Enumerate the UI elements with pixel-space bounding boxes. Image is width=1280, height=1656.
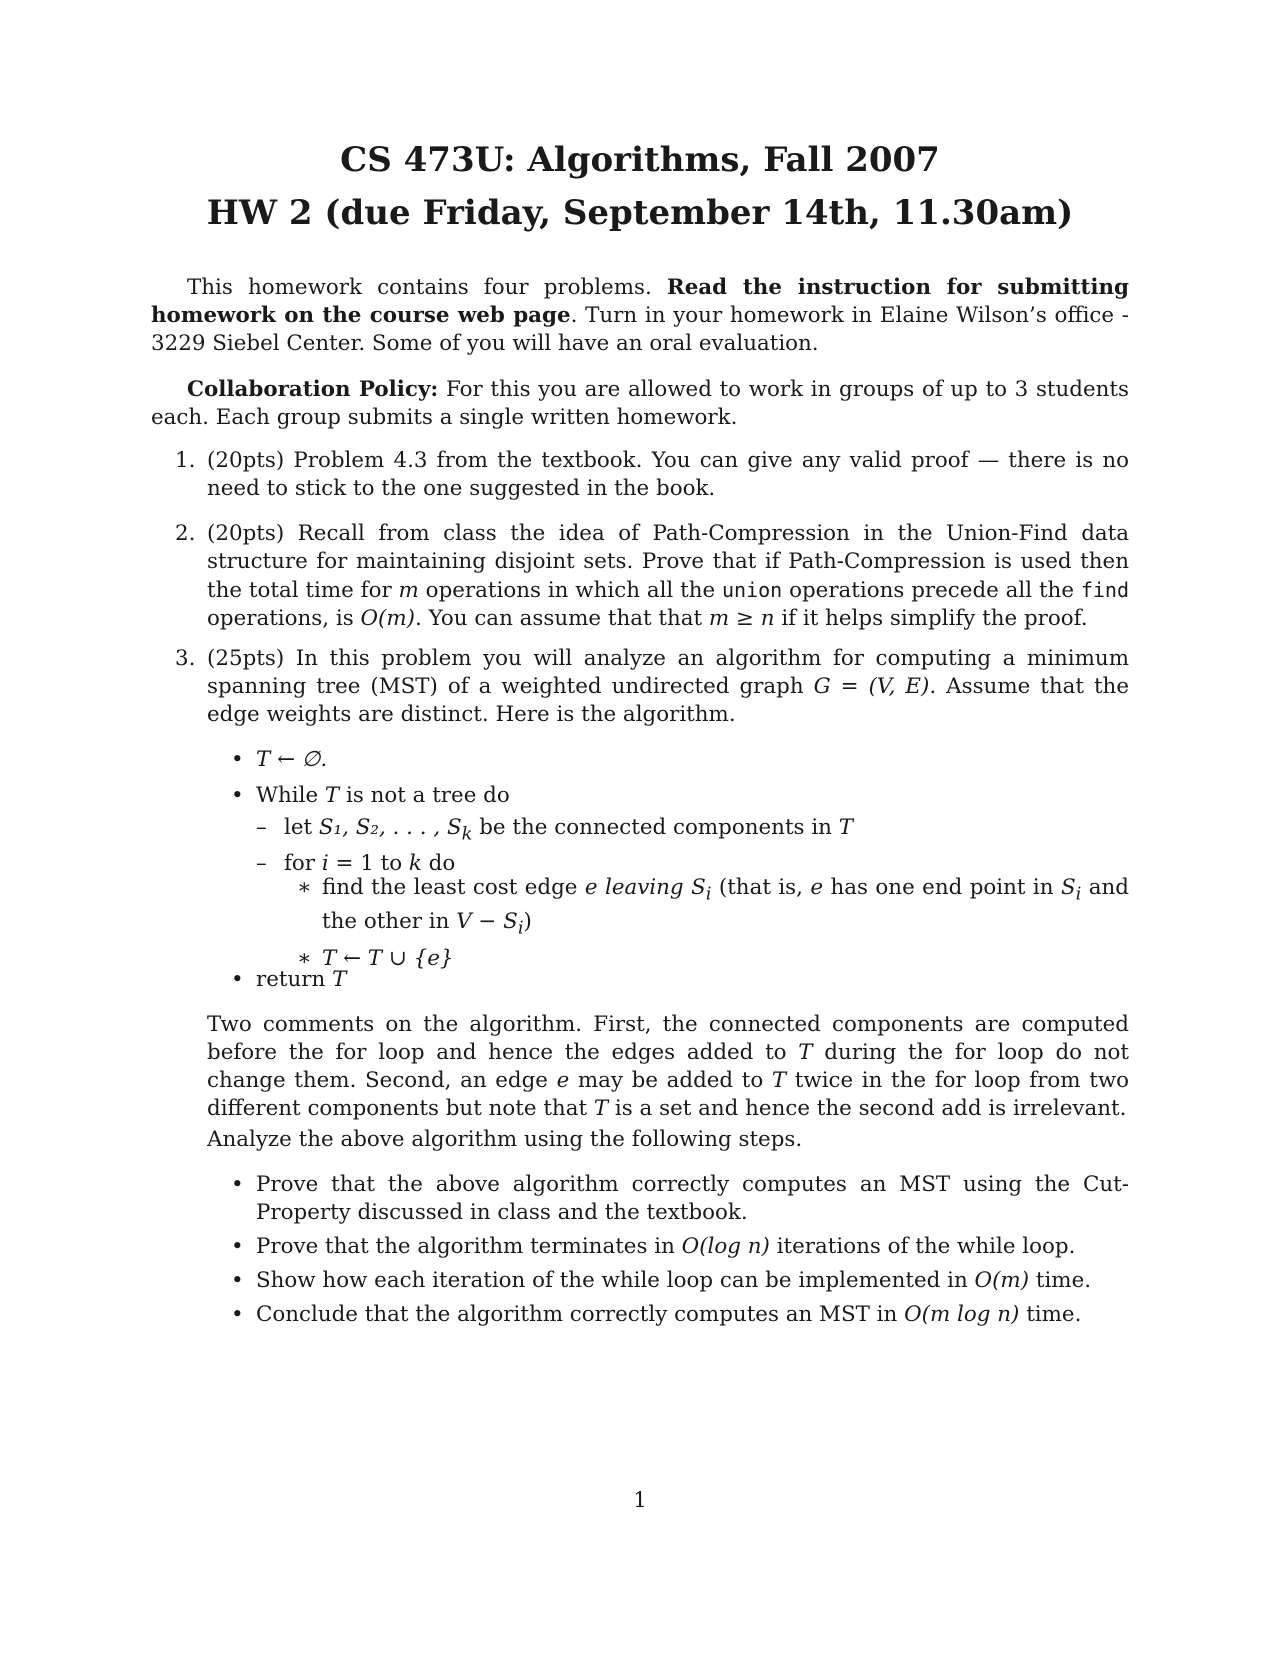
algo-text: and the other in [322, 875, 1129, 935]
step-text: Show how each iteration of the while loop can be implemented in [256, 1268, 975, 1293]
math-var: S [1060, 875, 1076, 900]
step-text: time. [1029, 1268, 1092, 1293]
math-expr: V − S [456, 909, 518, 935]
problem-text: if it helps simplify the proof. [774, 606, 1088, 631]
math-subscript: i [705, 883, 712, 905]
code-union: union [722, 578, 783, 602]
collaboration-label: Collaboration Policy: [187, 377, 439, 402]
math-var: m [398, 578, 419, 603]
problem-number: 2. [175, 521, 196, 546]
comment-text: is a set and hence the second add is irrelevant. [608, 1096, 1127, 1121]
problem-text: (20pts) Problem 4.3 from the textbook. You can give any valid proof — there is no need to stick to the one suggested in the book. [207, 448, 1129, 501]
math-var: T [771, 1068, 787, 1093]
algo-init: T ← ∅. [256, 747, 328, 772]
problem-text: operations precede all the [782, 578, 1081, 603]
collaboration-text: For this you are allowed to work in groups of up to 3 students each. Each group submits a single written homework. [151, 377, 1129, 430]
math-var: e [584, 875, 598, 900]
collaboration-paragraph [151, 376, 1129, 432]
algo-text: (that is, [711, 875, 811, 900]
problem-number: 3. [175, 646, 196, 671]
algo-text: has one end point in [823, 875, 1061, 900]
problem-number: 1. [175, 448, 196, 473]
analysis-steps [231, 1171, 1129, 1329]
problem-text: operations, is [207, 606, 361, 631]
math-subscript: i [517, 917, 524, 939]
problem-text: (20pts) Recall from class the idea of Path-Compression in the Union-Find data structure for maintaining disjoint sets. Prove that if Path-Compression is used then the total time for [207, 521, 1129, 603]
comment-text: Two comments on the algorithm. First, the connected components are computed before the for loop and hence the edges added to [207, 1012, 1129, 1065]
doc-subtitle: HW 2 (due Friday, September 14th, 11.30am) [206, 193, 1074, 233]
math-expr: S₁, S₂, . . . , S [318, 815, 462, 840]
math-expr: G = (V, E) [813, 674, 930, 699]
algo-text: be the connected components in [472, 815, 839, 840]
comment-text: twice in the for loop from two different components but note that [207, 1068, 1130, 1121]
math-expr: T ← T ∪ {e} [322, 945, 454, 971]
comment-text: may be added to [569, 1068, 772, 1093]
math-expr: m ≥ n [708, 606, 775, 631]
problem-3 [151, 645, 1129, 729]
math-var: T [593, 1096, 609, 1121]
page-number: 1 [633, 1488, 647, 1512]
star-icon: ∗ [297, 875, 312, 900]
problem-text: . Assume that the edge weights are distinct. Here is the algorithm. [207, 674, 1129, 727]
algo-text: While [256, 783, 325, 808]
step-text: time. [1019, 1302, 1082, 1327]
bullet-icon: • [231, 783, 244, 808]
math-var: k [408, 851, 422, 877]
intro-bold-instruction: Read the instruction for submitting homework on the course web page [151, 275, 1129, 328]
algo-text: return [256, 967, 333, 992]
problem-text: . You can assume that that [415, 606, 709, 631]
algorithm-return [231, 966, 1129, 994]
math-expr: O(m) [974, 1268, 1030, 1293]
math-expr: O(log n) [681, 1234, 770, 1259]
bullet-icon: • [231, 1302, 244, 1327]
math-var: T [324, 783, 340, 808]
algorithm-loop-body [297, 874, 1129, 973]
intro-text-rest: . Turn in your homework in Elaine Wilson’s office - 3229 Siebel Center. Some of you will have an oral evaluation. [151, 303, 1130, 356]
bullet-icon: • [231, 1234, 244, 1259]
algo-text: let [284, 815, 319, 840]
math-subscript: i [1075, 883, 1082, 905]
dash-icon: – [256, 815, 267, 840]
algo-text: is not a tree do [339, 783, 510, 808]
problem-1 [151, 447, 1129, 503]
intro-text: This homework contains four problems. [187, 275, 667, 300]
code-find: find [1080, 578, 1130, 602]
step-text: iterations of the while loop. [769, 1234, 1076, 1259]
problem-2 [151, 520, 1129, 633]
math-expr: O(m) [360, 606, 416, 631]
analyze-intro: Analyze the above algorithm using the following steps. [207, 1127, 803, 1152]
math-var: i [321, 851, 329, 877]
algo-text: ) [523, 909, 532, 935]
dash-icon: – [256, 851, 267, 877]
algo-text: for [284, 851, 322, 877]
algo-text: = 1 to [328, 851, 409, 877]
algorithm-inner-list [256, 814, 1129, 878]
problem-text: (25pts) In this problem you will analyze an algorithm for computing a minimum spanning tree (MST) of a weighted undirected graph [207, 646, 1129, 699]
step-text: Prove that the algorithm terminates in [256, 1234, 682, 1259]
math-var: e [810, 875, 824, 900]
step-text: Prove that the above algorithm correctly computes an MST using the Cut-Property discussed in class and the textbook. [256, 1172, 1129, 1225]
bullet-icon: • [231, 967, 244, 992]
bullet-icon: • [231, 1172, 244, 1197]
star-icon: ∗ [297, 945, 312, 971]
bullet-icon: • [231, 1268, 244, 1293]
step-text: Conclude that the algorithm correctly computes an MST in [256, 1302, 905, 1327]
comment-text: during the for loop do not change them. Second, an edge [207, 1040, 1129, 1093]
math-var: T [332, 967, 347, 992]
math-var: e [556, 1068, 570, 1093]
math-subscript: k [461, 823, 473, 845]
math-expr: O(m log n) [904, 1302, 1020, 1327]
algo-text: do [421, 851, 456, 877]
problem-text: operations in which all the [418, 578, 723, 603]
algo-emph: leaving [597, 875, 692, 900]
doc-title: CS 473U: Algorithms, Fall 2007 [340, 140, 940, 180]
math-var: S [691, 875, 706, 900]
algorithm-list [231, 746, 1129, 810]
algo-text: find the least cost edge [322, 875, 585, 900]
math-var: T [838, 815, 854, 840]
bullet-icon: • [231, 747, 244, 772]
algorithm-comments [207, 1011, 1129, 1123]
math-var: T [798, 1040, 813, 1065]
intro-paragraph [151, 274, 1129, 358]
